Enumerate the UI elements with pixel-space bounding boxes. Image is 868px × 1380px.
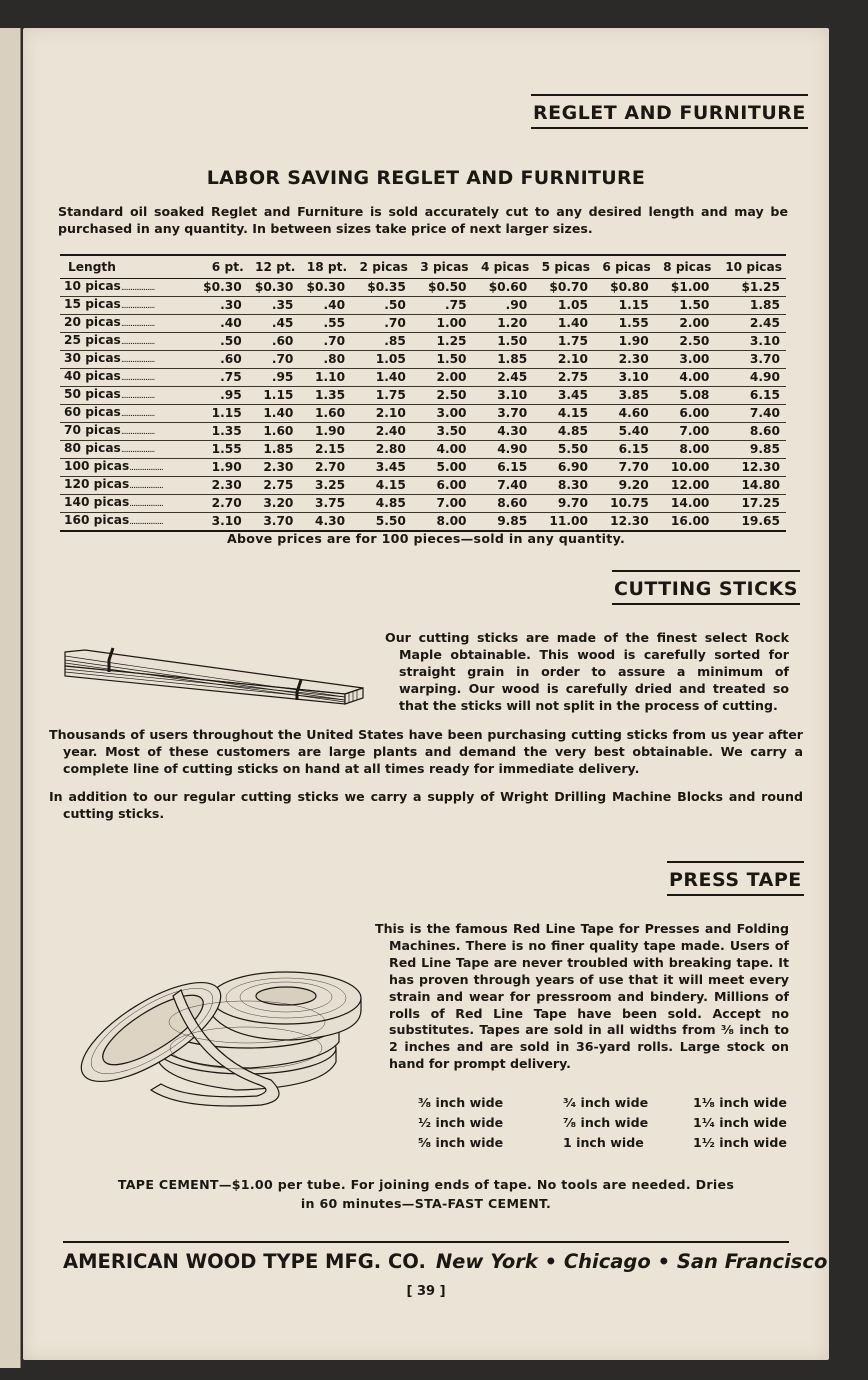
price-cell: 4.60 (594, 405, 655, 423)
price-cell: .85 (351, 333, 412, 351)
price-cell: 1.35 (196, 423, 248, 441)
price-cell: $0.30 (299, 279, 351, 297)
column-header: 5 picas (533, 255, 594, 279)
price-cell: $0.30 (248, 279, 300, 297)
price-cell: 2.00 (412, 369, 473, 387)
tape-width-item: 1¹⁄₂ inch wide (693, 1135, 787, 1150)
cutting-sticks-paragraph-2: Thousands of users throughout the United States have been purchasing cutting sticks from us year after year. Most of these customers are large plants and demand the very best obtainable. We carry a complete line of cutting sticks on hand at all times ready for immediate delivery. (49, 727, 803, 776)
row-length-text: 25 picas (64, 333, 121, 347)
price-cell: .70 (248, 351, 300, 369)
price-cell: 1.50 (473, 333, 534, 351)
row-length-text: 30 picas (64, 351, 121, 365)
price-cell: 3.10 (594, 369, 655, 387)
reglet-price-table (60, 254, 786, 532)
leader-dots: .................. (120, 391, 155, 401)
footer-rule (63, 1241, 789, 1243)
footer-company-line (63, 1250, 828, 1273)
price-cell: 4.90 (473, 441, 534, 459)
price-cell: 1.35 (299, 387, 351, 405)
row-length-label (60, 297, 196, 315)
price-cell: 1.50 (412, 351, 473, 369)
price-cell: $1.00 (655, 279, 716, 297)
price-cell: 3.45 (351, 459, 412, 477)
price-cell: 12.30 (715, 459, 786, 477)
leader-dots: .................. (129, 499, 163, 509)
price-cell: 11.00 (533, 513, 594, 532)
price-cell: .40 (196, 315, 248, 333)
row-length-text: 15 picas (64, 297, 121, 311)
price-cell: 4.00 (412, 441, 473, 459)
price-cell: 4.85 (351, 495, 412, 513)
price-cell: 1.40 (533, 315, 594, 333)
column-header-length: Length (60, 255, 196, 279)
price-cell: 8.60 (715, 423, 786, 441)
price-cell: 2.70 (196, 495, 248, 513)
price-cell: .95 (248, 369, 300, 387)
price-cell: 16.00 (655, 513, 716, 532)
table-row (60, 279, 786, 297)
price-cell: $0.70 (533, 279, 594, 297)
table-row (60, 441, 786, 459)
price-cell: 5.50 (351, 513, 412, 532)
row-length-text: 120 picas (64, 477, 130, 491)
price-cell: 1.85 (715, 297, 786, 315)
price-cell: 2.75 (248, 477, 300, 495)
price-cell: 5.40 (594, 423, 655, 441)
price-cell: 2.80 (351, 441, 412, 459)
row-length-text: 10 picas (64, 279, 121, 293)
price-cell: 1.05 (351, 351, 412, 369)
price-cell: $0.50 (412, 279, 473, 297)
price-cell: .50 (196, 333, 248, 351)
tape-width-item: ⁷⁄₈ inch wide (563, 1115, 649, 1130)
row-length-label (60, 279, 196, 297)
price-cell: 6.15 (594, 441, 655, 459)
tape-cement-line-1: TAPE CEMENT—$1.00 per tube. For joining ends of tape. No tools are needed. Dries (117, 1177, 735, 1192)
column-header: 18 pt. (299, 255, 351, 279)
price-cell: $0.80 (594, 279, 655, 297)
price-cell: 1.15 (594, 297, 655, 315)
reglet-price-note: Above prices are for 100 pieces—sold in any quantity. (226, 531, 626, 546)
price-cell: 1.90 (594, 333, 655, 351)
price-cell: 1.40 (248, 405, 300, 423)
leader-dots: .................. (120, 427, 155, 437)
cutting-para1-text: Our cutting sticks are made of the finest select Rock Maple obtainable. This wood is carefully sorted for straight grain in order to assure a minimum of warping. Our wood is carefully dried and treated so that the sticks will not split in the process of cutting. (385, 630, 789, 713)
section-header-reglet: REGLET AND FURNITURE (531, 94, 808, 129)
price-cell: 1.55 (594, 315, 655, 333)
price-cell: 2.30 (594, 351, 655, 369)
price-cell: 1.40 (351, 369, 412, 387)
price-cell: 3.50 (412, 423, 473, 441)
price-cell: 8.60 (473, 495, 534, 513)
price-cell: 1.75 (533, 333, 594, 351)
cutting-sticks-paragraph-1 (385, 630, 789, 715)
price-cell: 3.10 (473, 387, 534, 405)
price-cell: 4.90 (715, 369, 786, 387)
row-length-label (60, 369, 196, 387)
column-header: 2 picas (351, 255, 412, 279)
press-tape-paragraph (375, 921, 789, 1073)
row-length-label (60, 459, 196, 477)
price-cell: .30 (196, 297, 248, 315)
column-header: 10 picas (715, 255, 786, 279)
column-header: 6 picas (594, 255, 655, 279)
price-cell: 1.85 (248, 441, 300, 459)
price-cell: 6.90 (533, 459, 594, 477)
price-cell: 1.60 (299, 405, 351, 423)
column-header: 12 pt. (248, 255, 300, 279)
price-cell: 1.60 (248, 423, 300, 441)
page-number: [ 39 ] (406, 1284, 446, 1299)
table-row (60, 513, 786, 532)
section-header-press-tape: PRESS TAPE (667, 861, 804, 896)
price-cell: 4.15 (533, 405, 594, 423)
table-row (60, 333, 786, 351)
price-cell: 6.15 (473, 459, 534, 477)
press-tape-text: This is the famous Red Line Tape for Presses and Folding Machines. There is no finer quality tape made. Users of Red Line Tape are never troubled with breaking tape. It has proven through years of use that it will meet every strain and wear for pressroom and bindery. Millions of rolls of Red Line Tape have been sold. Accept no substitutes. Tapes are sold in all widths from ³⁄₈ inch to 2 inches and are sold in 36-yard rolls. Large stock on hand for prompt delivery. (375, 921, 789, 1072)
price-cell: 3.00 (655, 351, 716, 369)
price-cell: 3.75 (299, 495, 351, 513)
price-cell: .40 (299, 297, 351, 315)
row-length-text: 20 picas (64, 315, 121, 329)
price-cell: 9.20 (594, 477, 655, 495)
price-cell: .60 (196, 351, 248, 369)
tape-width-item: ¹⁄₂ inch wide (418, 1115, 504, 1130)
price-cell: $0.35 (351, 279, 412, 297)
table-row (60, 459, 786, 477)
price-cell: 2.40 (351, 423, 412, 441)
price-cell: 14.80 (715, 477, 786, 495)
price-cell: 2.30 (196, 477, 248, 495)
price-cell: 12.30 (594, 513, 655, 532)
leader-dots: .................. (120, 337, 155, 347)
leader-dots: .................. (120, 301, 155, 311)
table-row (60, 423, 786, 441)
price-cell: .75 (412, 297, 473, 315)
book-spine-edge (0, 28, 21, 1368)
price-cell: .35 (248, 297, 300, 315)
table-row (60, 315, 786, 333)
leader-dots: .................. (120, 355, 155, 365)
cutting-sticks-paragraph-3: In addition to our regular cutting sticks we carry a supply of Wright Drilling Machine Blocks and round cutting sticks. (49, 789, 803, 821)
price-cell: 2.75 (533, 369, 594, 387)
price-cell: 2.70 (299, 459, 351, 477)
price-cell: .60 (248, 333, 300, 351)
reglet-intro: Standard oil soaked Reglet and Furniture is sold accurately cut to any desired length and may be purchased in any quantity. In between sizes take price of next larger sizes. (58, 204, 788, 236)
column-header: 6 pt. (196, 255, 248, 279)
row-length-label (60, 333, 196, 351)
table-row (60, 387, 786, 405)
row-length-label (60, 477, 196, 495)
price-cell: 1.85 (473, 351, 534, 369)
price-cell: 8.00 (412, 513, 473, 532)
table-row (60, 369, 786, 387)
price-cell: .75 (196, 369, 248, 387)
tape-width-item: ³⁄₄ inch wide (563, 1095, 649, 1110)
price-cell: 8.30 (533, 477, 594, 495)
price-cell: 7.40 (473, 477, 534, 495)
leader-dots: .................. (129, 517, 163, 527)
row-length-text: 50 picas (64, 387, 121, 401)
leader-dots: .................. (129, 481, 163, 491)
row-length-label (60, 495, 196, 513)
price-cell: 1.15 (196, 405, 248, 423)
tape-width-item: ⁵⁄₈ inch wide (418, 1135, 504, 1150)
price-cell: 3.85 (594, 387, 655, 405)
price-cell: 7.70 (594, 459, 655, 477)
row-length-text: 160 picas (64, 513, 130, 527)
price-cell: 2.50 (412, 387, 473, 405)
table-row (60, 495, 786, 513)
price-cell: 3.70 (248, 513, 300, 532)
press-tape-rolls-illustration (61, 950, 366, 1110)
table-row (60, 297, 786, 315)
row-length-text: 140 picas (64, 495, 130, 509)
price-cell: 5.00 (412, 459, 473, 477)
row-length-label (60, 315, 196, 333)
tape-width-item: 1¹⁄₄ inch wide (693, 1115, 787, 1130)
price-cell: 10.00 (655, 459, 716, 477)
section-header-cutting-sticks: CUTTING STICKS (612, 570, 800, 605)
price-table-header (60, 255, 786, 279)
price-cell: 6.15 (715, 387, 786, 405)
tape-width-item: ³⁄₈ inch wide (418, 1095, 504, 1110)
leader-dots: .................. (120, 409, 155, 419)
price-cell: 3.20 (248, 495, 300, 513)
price-cell: 1.10 (299, 369, 351, 387)
row-length-label (60, 351, 196, 369)
price-cell: 9.70 (533, 495, 594, 513)
price-cell: 2.10 (533, 351, 594, 369)
tape-width-item: 1 inch wide (563, 1135, 644, 1150)
row-length-label (60, 441, 196, 459)
price-cell: 1.90 (299, 423, 351, 441)
row-length-label (60, 387, 196, 405)
price-cell: 1.00 (412, 315, 473, 333)
catalog-page (23, 28, 829, 1360)
price-cell: 2.30 (248, 459, 300, 477)
price-cell: 2.45 (715, 315, 786, 333)
price-cell: 2.45 (473, 369, 534, 387)
price-cell: 1.25 (412, 333, 473, 351)
price-cell: 6.00 (655, 405, 716, 423)
price-table-body (60, 279, 786, 532)
price-cell: 8.00 (655, 441, 716, 459)
footer-company: AMERICAN WOOD TYPE MFG. CO. (63, 1250, 426, 1273)
price-cell: 3.10 (196, 513, 248, 532)
price-cell: 10.75 (594, 495, 655, 513)
tape-width-item: 1¹⁄₈ inch wide (693, 1095, 787, 1110)
leader-dots: .................. (120, 445, 155, 455)
price-cell: 1.75 (351, 387, 412, 405)
price-cell: .80 (299, 351, 351, 369)
price-cell: 19.65 (715, 513, 786, 532)
price-cell: .45 (248, 315, 300, 333)
price-cell: 4.15 (351, 477, 412, 495)
price-cell: .70 (351, 315, 412, 333)
row-length-text: 100 picas (64, 459, 130, 473)
price-cell: .70 (299, 333, 351, 351)
price-cell: 1.55 (196, 441, 248, 459)
column-header: 8 picas (655, 255, 716, 279)
leader-dots: .................. (129, 463, 163, 473)
price-cell: 6.00 (412, 477, 473, 495)
price-cell: 4.30 (473, 423, 534, 441)
leader-dots: .................. (120, 319, 155, 329)
price-cell: 5.50 (533, 441, 594, 459)
price-cell: .50 (351, 297, 412, 315)
price-cell: $0.60 (473, 279, 534, 297)
price-cell: 3.10 (715, 333, 786, 351)
price-cell: 2.50 (655, 333, 716, 351)
price-cell: 4.30 (299, 513, 351, 532)
cutting-sticks-illustration (61, 640, 367, 710)
price-cell: 7.00 (412, 495, 473, 513)
column-header: 3 picas (412, 255, 473, 279)
price-cell: .90 (473, 297, 534, 315)
price-cell: 2.10 (351, 405, 412, 423)
price-cell: 4.00 (655, 369, 716, 387)
price-cell: 1.90 (196, 459, 248, 477)
table-row (60, 405, 786, 423)
price-cell: 3.70 (715, 351, 786, 369)
reglet-title: LABOR SAVING REGLET AND FURNITURE (206, 167, 646, 189)
price-cell: 3.70 (473, 405, 534, 423)
price-cell: 14.00 (655, 495, 716, 513)
price-cell: 9.85 (473, 513, 534, 532)
price-cell: 9.85 (715, 441, 786, 459)
row-length-label (60, 423, 196, 441)
price-cell: 12.00 (655, 477, 716, 495)
price-cell: 4.85 (533, 423, 594, 441)
table-row (60, 351, 786, 369)
footer-cities: New York • Chicago • San Francisco (435, 1250, 828, 1273)
price-cell: 5.08 (655, 387, 716, 405)
leader-dots: .................. (120, 373, 155, 383)
tape-cement-line-2: in 60 minutes—STA-FAST CEMENT. (300, 1196, 552, 1211)
row-length-text: 40 picas (64, 369, 121, 383)
price-cell: 17.25 (715, 495, 786, 513)
price-cell: $1.25 (715, 279, 786, 297)
row-length-text: 60 picas (64, 405, 121, 419)
price-cell: 1.15 (248, 387, 300, 405)
price-cell: 7.40 (715, 405, 786, 423)
table-row (60, 477, 786, 495)
price-cell: .55 (299, 315, 351, 333)
price-cell: 2.00 (655, 315, 716, 333)
column-header: 4 picas (473, 255, 534, 279)
price-cell: 7.00 (655, 423, 716, 441)
price-cell: .95 (196, 387, 248, 405)
row-length-label (60, 513, 196, 532)
price-cell: 3.45 (533, 387, 594, 405)
price-cell: 2.15 (299, 441, 351, 459)
tape-width-list (393, 1095, 803, 1150)
price-cell: 3.25 (299, 477, 351, 495)
price-cell: 1.05 (533, 297, 594, 315)
price-cell: 3.00 (412, 405, 473, 423)
row-length-text: 70 picas (64, 423, 121, 437)
price-cell: 1.50 (655, 297, 716, 315)
price-cell: 1.20 (473, 315, 534, 333)
leader-dots: .................. (120, 283, 155, 293)
row-length-text: 80 picas (64, 441, 121, 455)
row-length-label (60, 405, 196, 423)
price-cell: $0.30 (196, 279, 248, 297)
